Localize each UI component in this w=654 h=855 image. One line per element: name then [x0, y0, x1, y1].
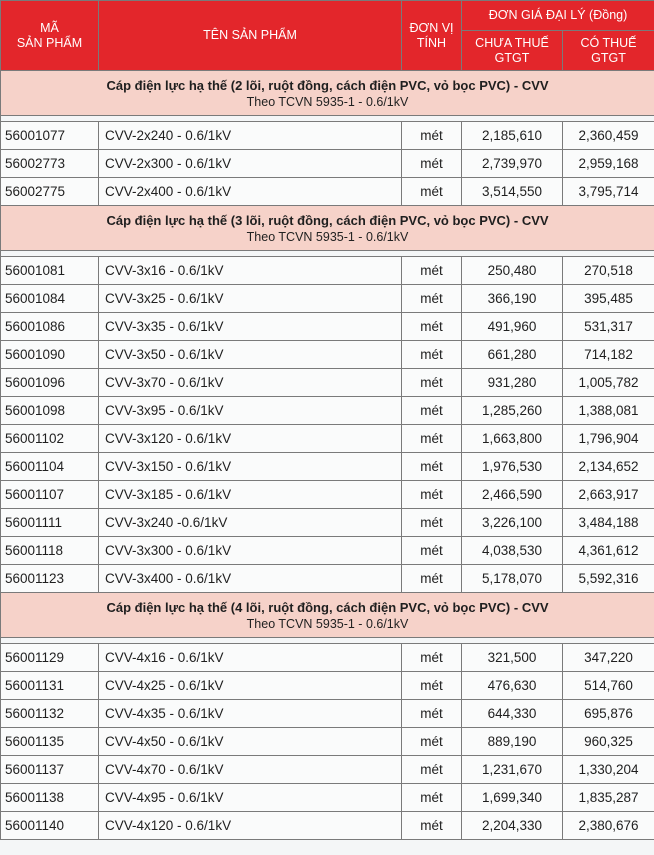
product-name-cell: CVV-3x185 - 0.6/1kV	[99, 481, 402, 509]
table-row	[1, 672, 654, 700]
price-incl-vat-cell: 1,388,081	[563, 397, 654, 425]
product-code-cell: 56002773	[1, 150, 99, 178]
product-code-cell: 56001135	[1, 728, 99, 756]
product-name-cell: CVV-2x400 - 0.6/1kV	[99, 178, 402, 206]
product-name-cell: CVV-3x400 - 0.6/1kV	[99, 565, 402, 593]
price-incl-vat-cell: 3,484,188	[563, 509, 654, 537]
table-row	[1, 257, 654, 285]
product-name-cell: CVV-3x70 - 0.6/1kV	[99, 369, 402, 397]
product-name-cell: CVV-3x16 - 0.6/1kV	[99, 257, 402, 285]
table-row	[1, 784, 654, 812]
price-excl-vat-cell: 2,739,970	[462, 150, 563, 178]
unit-cell: mét	[402, 369, 462, 397]
product-name-cell: CVV-4x25 - 0.6/1kV	[99, 672, 402, 700]
price-excl-vat-cell: 250,480	[462, 257, 563, 285]
table-row	[1, 369, 654, 397]
section-subtitle: Theo TCVN 5935-1 - 0.6/1kV	[246, 94, 409, 109]
price-excl-vat-cell: 931,280	[462, 369, 563, 397]
table-row	[1, 728, 654, 756]
unit-cell: mét	[402, 150, 462, 178]
table-row	[1, 509, 654, 537]
table-body	[1, 71, 654, 840]
section-title: Cáp điện lực hạ thế (4 lõi, ruột đồng, cách điện PVC, vỏ bọc PVC) - CVV	[106, 599, 549, 615]
unit-cell: mét	[402, 122, 462, 150]
price-excl-vat-cell: 1,699,340	[462, 784, 563, 812]
price-incl-vat-cell: 2,959,168	[563, 150, 654, 178]
unit-cell: mét	[402, 453, 462, 481]
product-code-cell: 56001137	[1, 756, 99, 784]
section-subtitle: Theo TCVN 5935-1 - 0.6/1kV	[246, 616, 409, 631]
price-excl-vat-cell: 5,178,070	[462, 565, 563, 593]
header-excl-vat	[462, 31, 563, 71]
header-product-name	[99, 1, 402, 71]
price-incl-vat-cell: 695,876	[563, 700, 654, 728]
product-name-cell: CVV-3x300 - 0.6/1kV	[99, 537, 402, 565]
table-row	[1, 700, 654, 728]
section-header	[1, 206, 654, 251]
price-incl-vat-cell: 2,380,676	[563, 812, 654, 840]
price-incl-vat-cell: 4,361,612	[563, 537, 654, 565]
product-code-cell: 56002775	[1, 178, 99, 206]
header-incl-line1: CÓ THUẾ	[580, 35, 637, 50]
price-incl-vat-cell: 270,518	[563, 257, 654, 285]
product-code-cell: 56001084	[1, 285, 99, 313]
table-row	[1, 313, 654, 341]
product-code-cell: 56001086	[1, 313, 99, 341]
product-name-cell: CVV-2x300 - 0.6/1kV	[99, 150, 402, 178]
price-incl-vat-cell: 2,360,459	[563, 122, 654, 150]
table-row	[1, 756, 654, 784]
product-name-cell: CVV-3x240 -0.6/1kV	[99, 509, 402, 537]
price-excl-vat-cell: 2,185,610	[462, 122, 563, 150]
product-code-cell: 56001096	[1, 369, 99, 397]
price-excl-vat-cell: 321,500	[462, 644, 563, 672]
product-code-cell: 56001129	[1, 644, 99, 672]
product-name-cell: CVV-4x35 - 0.6/1kV	[99, 700, 402, 728]
header-price-label: ĐƠN GIÁ ĐẠI LÝ (Đồng)	[488, 8, 628, 22]
unit-cell: mét	[402, 425, 462, 453]
price-excl-vat-cell: 2,204,330	[462, 812, 563, 840]
price-excl-vat-cell: 491,960	[462, 313, 563, 341]
unit-cell: mét	[402, 178, 462, 206]
price-incl-vat-cell: 531,317	[563, 313, 654, 341]
product-code-cell: 56001107	[1, 481, 99, 509]
price-incl-vat-cell: 960,325	[563, 728, 654, 756]
product-name-cell: CVV-2x240 - 0.6/1kV	[99, 122, 402, 150]
header-code-line2: SẢN PHẨM	[16, 35, 83, 50]
table-row	[1, 812, 654, 840]
product-name-cell: CVV-3x35 - 0.6/1kV	[99, 313, 402, 341]
table-row	[1, 481, 654, 509]
header-incl-line2: GTGT	[591, 50, 626, 65]
price-incl-vat-cell: 3,795,714	[563, 178, 654, 206]
price-incl-vat-cell: 714,182	[563, 341, 654, 369]
section-header	[1, 593, 654, 638]
price-excl-vat-cell: 476,630	[462, 672, 563, 700]
section-header-row	[1, 71, 654, 116]
table-row	[1, 644, 654, 672]
section-header	[1, 71, 654, 116]
table-row	[1, 341, 654, 369]
price-incl-vat-cell: 395,485	[563, 285, 654, 313]
unit-cell: mét	[402, 481, 462, 509]
product-code-cell: 56001081	[1, 257, 99, 285]
price-incl-vat-cell: 1,796,904	[563, 425, 654, 453]
product-name-cell: CVV-4x95 - 0.6/1kV	[99, 784, 402, 812]
product-name-cell: CVV-4x50 - 0.6/1kV	[99, 728, 402, 756]
product-code-cell: 56001123	[1, 565, 99, 593]
table-row	[1, 285, 654, 313]
price-excl-vat-cell: 2,466,590	[462, 481, 563, 509]
unit-cell: mét	[402, 728, 462, 756]
table-row	[1, 537, 654, 565]
table-row	[1, 178, 654, 206]
header-incl-vat	[563, 31, 654, 71]
header-name-label: TÊN SẢN PHẨM	[203, 28, 297, 42]
unit-cell: mét	[402, 397, 462, 425]
product-code-cell: 56001090	[1, 341, 99, 369]
unit-cell: mét	[402, 341, 462, 369]
price-excl-vat-cell: 4,038,530	[462, 537, 563, 565]
product-code-cell: 56001102	[1, 425, 99, 453]
price-excl-vat-cell: 1,663,800	[462, 425, 563, 453]
section-header-row	[1, 593, 654, 638]
section-title: Cáp điện lực hạ thế (3 lõi, ruột đồng, cách điện PVC, vỏ bọc PVC) - CVV	[106, 212, 549, 228]
price-excl-vat-cell: 644,330	[462, 700, 563, 728]
unit-cell: mét	[402, 565, 462, 593]
product-code-cell: 56001118	[1, 537, 99, 565]
header-excl-line1: CHƯA THUẾ	[475, 35, 549, 50]
unit-cell: mét	[402, 672, 462, 700]
table-row	[1, 453, 654, 481]
header-product-code	[1, 1, 99, 71]
product-name-cell: CVV-4x70 - 0.6/1kV	[99, 756, 402, 784]
product-code-cell: 56001138	[1, 784, 99, 812]
unit-cell: mét	[402, 285, 462, 313]
product-name-cell: CVV-3x50 - 0.6/1kV	[99, 341, 402, 369]
price-incl-vat-cell: 1,005,782	[563, 369, 654, 397]
price-excl-vat-cell: 1,976,530	[462, 453, 563, 481]
price-incl-vat-cell: 1,835,287	[563, 784, 654, 812]
price-incl-vat-cell: 514,760	[563, 672, 654, 700]
price-excl-vat-cell: 661,280	[462, 341, 563, 369]
price-incl-vat-cell: 347,220	[563, 644, 654, 672]
product-code-cell: 56001104	[1, 453, 99, 481]
table-row	[1, 122, 654, 150]
header-unit-line2: TÍNH	[416, 35, 447, 50]
header-excl-line2: GTGT	[494, 50, 530, 65]
table-header	[1, 1, 654, 71]
unit-cell: mét	[402, 257, 462, 285]
unit-cell: mét	[402, 700, 462, 728]
price-excl-vat-cell: 1,231,670	[462, 756, 563, 784]
product-code-cell: 56001077	[1, 122, 99, 150]
product-name-cell: CVV-4x16 - 0.6/1kV	[99, 644, 402, 672]
unit-cell: mét	[402, 784, 462, 812]
unit-cell: mét	[402, 537, 462, 565]
section-title: Cáp điện lực hạ thế (2 lõi, ruột đồng, cách điện PVC, vỏ bọc PVC) - CVV	[106, 77, 549, 93]
unit-cell: mét	[402, 509, 462, 537]
header-code-line1: MÃ	[40, 20, 59, 35]
price-excl-vat-cell: 366,190	[462, 285, 563, 313]
table-row	[1, 425, 654, 453]
table-row	[1, 397, 654, 425]
product-name-cell: CVV-3x95 - 0.6/1kV	[99, 397, 402, 425]
product-code-cell: 56001131	[1, 672, 99, 700]
price-incl-vat-cell: 2,663,917	[563, 481, 654, 509]
unit-cell: mét	[402, 644, 462, 672]
product-code-cell: 56001132	[1, 700, 99, 728]
header-unit-line1: ĐƠN VỊ	[409, 20, 454, 35]
product-code-cell: 56001098	[1, 397, 99, 425]
unit-cell: mét	[402, 756, 462, 784]
price-excl-vat-cell: 3,514,550	[462, 178, 563, 206]
product-code-cell: 56001140	[1, 812, 99, 840]
price-incl-vat-cell: 2,134,652	[563, 453, 654, 481]
price-incl-vat-cell: 5,592,316	[563, 565, 654, 593]
table-row	[1, 150, 654, 178]
product-name-cell: CVV-3x150 - 0.6/1kV	[99, 453, 402, 481]
header-dealer-price	[462, 1, 654, 31]
product-code-cell: 56001111	[1, 509, 99, 537]
price-excl-vat-cell: 889,190	[462, 728, 563, 756]
header-unit	[402, 1, 462, 71]
price-excl-vat-cell: 3,226,100	[462, 509, 563, 537]
section-subtitle: Theo TCVN 5935-1 - 0.6/1kV	[246, 229, 409, 244]
price-excl-vat-cell: 1,285,260	[462, 397, 563, 425]
table-row	[1, 565, 654, 593]
section-header-row	[1, 206, 654, 251]
product-name-cell: CVV-3x25 - 0.6/1kV	[99, 285, 402, 313]
product-name-cell: CVV-4x120 - 0.6/1kV	[99, 812, 402, 840]
unit-cell: mét	[402, 812, 462, 840]
product-name-cell: CVV-3x120 - 0.6/1kV	[99, 425, 402, 453]
price-incl-vat-cell: 1,330,204	[563, 756, 654, 784]
unit-cell: mét	[402, 313, 462, 341]
